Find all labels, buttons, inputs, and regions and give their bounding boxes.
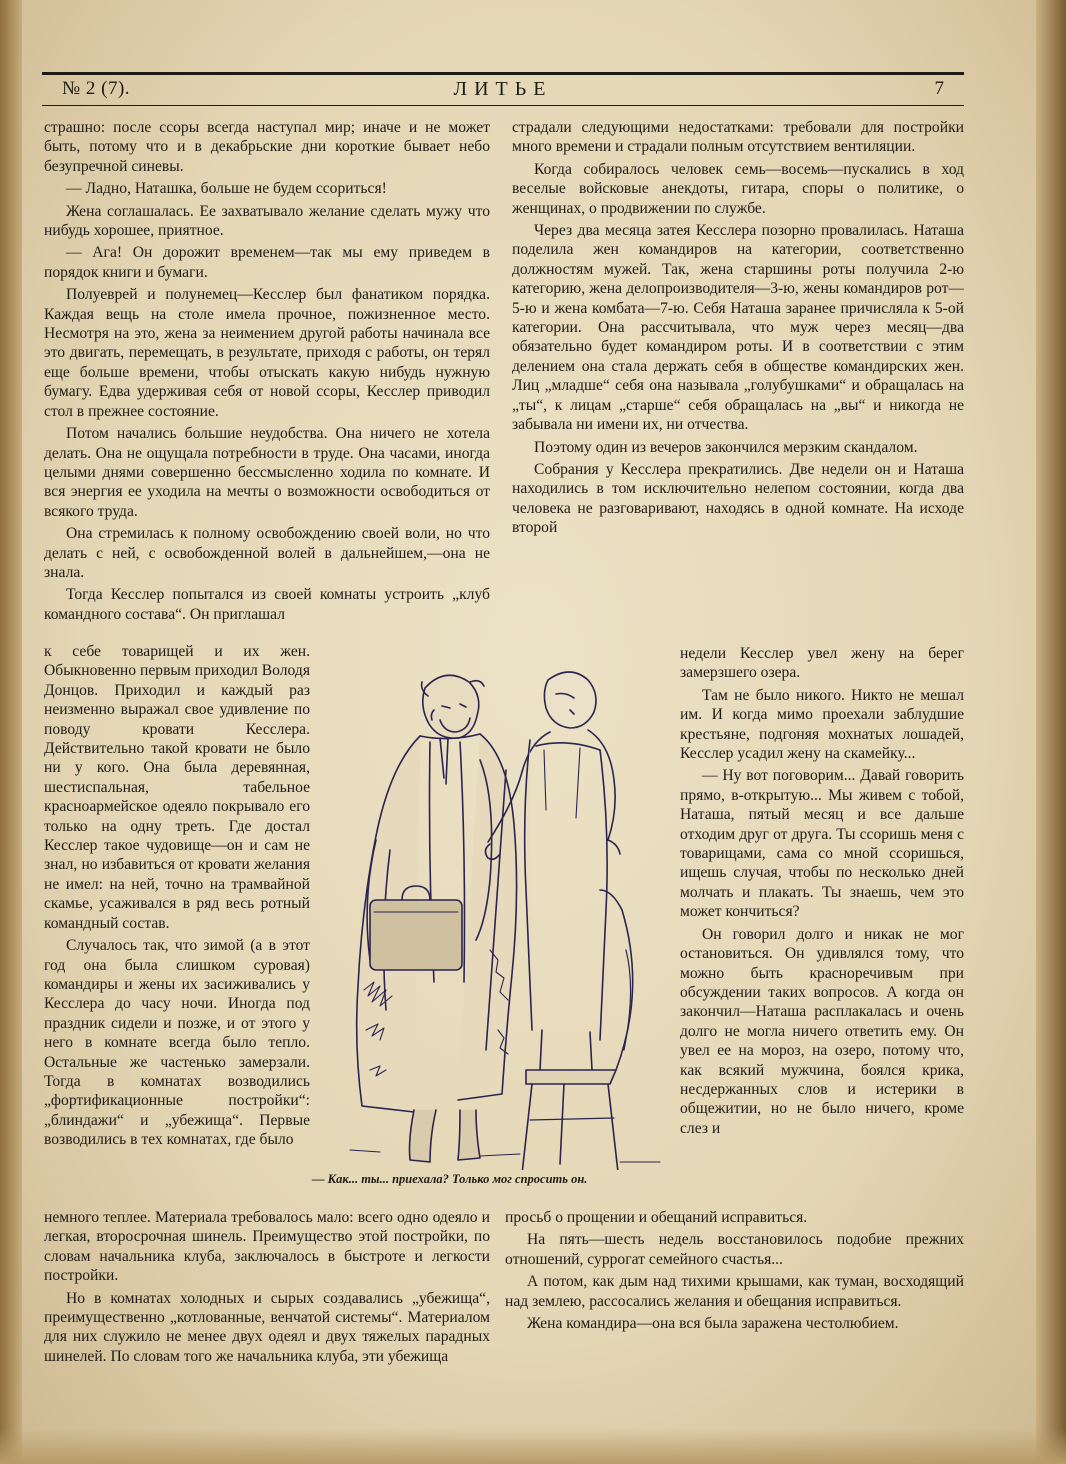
paragraph: Она стремилась к полному освобождению своей воли, но что делать с ней, с освобожденной волей в дальнейшем,—она не знала. [44, 525, 490, 581]
left-column-bottom [44, 1208, 490, 1369]
page-edge-bottom [0, 1428, 1066, 1464]
illustration-caption: — Как... ты... приехала? Только мог спросить он. [312, 1172, 588, 1186]
issue-number: № 2 (7). [62, 78, 131, 99]
paragraph: Он говорил долго и никак не мог остановиться. Он удивлялся тому, что можно быть красноречивым при обсуждении таких вопросов. А когда он закончил—Наташа расплакалась и очень долго не могла ничего ответить ему. Он увел ее на мороз, на озеро, потому что, как всякий мужчина, боялся крика, несдержанных слов и истерики в общежитии, но не было ничего, кроме слез и [680, 925, 964, 1137]
left-column-top [44, 118, 490, 624]
page-number: 7 [934, 78, 944, 99]
paragraph: На пять—шесть недель восстановилось подобие прежних отношений, суррогат семейного счастья... [505, 1231, 964, 1268]
page-edge-right [1036, 0, 1066, 1464]
left-column-narrow [44, 642, 310, 1153]
page-edge-left [0, 0, 22, 1464]
paragraph: Полуеврей и полунемец—Кесслер был фанатиком порядка. Каждая вещь на столе имела прочное, пожизненное место. Несмотря на это, жена за неимением другой работы начинала все это двигать, перемещать, в результате, приходя с работы, он терял еще больше времени, чтобы отыскать какую нибудь нужную бумагу. Едва удерживая себя от новой ссоры, Кесслер приводил стол в прежнее состояние. [44, 286, 490, 420]
paragraph: Но в комнатах холодных и сырых создавались „убежища“, преимущественно „котлованные, венчатой системы“. Материалом для них служило не менее двух одеял и двух тяжелых парадных шинелей. По словам того же начальника клуба, эти убежища [44, 1289, 490, 1365]
paragraph: Тогда Кесслер попытался из своей комнаты устроить „клуб командного состава“. Он приглашал [44, 586, 490, 623]
running-header [42, 72, 964, 106]
magazine-title: ЛИТЬЕ [453, 78, 553, 100]
paragraph: просьб о прощении и обещаний исправиться. [505, 1209, 808, 1226]
paragraph: к себе товарищей и их жен. Обыкновенно первым приходил Володя Донцов. Приходил и каждый раз неизменно выражал свое удивление по поводу кровати Кесслера. Действительно такой кровати не было ни у кого. Она была деревянная, шестиспальная, табельное красноармейское одеяло покрывало его только на одну треть. Где достал Кесслер такое чудовище—он и сам не знал, но избавиться от кровати желания не имел: на ней, точно на трамвайной скамье, усаживался в ряд весь ротный командный состав. [44, 643, 310, 932]
paragraph: Собрания у Кесслера прекратились. Две недели он и Наташа находились в том исключительно нелепом состоянии, когда два человека не разговаривают, находясь в одной комнате. На исходе второй [512, 460, 964, 537]
paragraph: Случалось так, что зимой (а в этот год она была слишком суровая) командиры и жены их засиживались у Кесслера до часу ночи. Иногда под праздник сидели и позже, и от этого у него в комнате всегда было тепло. Остальные же частенько замерзали. Тогда в комнатах возводились „фортификационные постройки“: „блиндажи“ и „убежища“. Первые возводились в тех комнатах, где было [44, 937, 310, 1149]
paragraph: Поэтому один из вечеров закончился мерзким скандалом. [534, 438, 918, 456]
paragraph: Там не было никого. Никто не мешал им. И когда мимо проехали заблудшие крестьяне, подгоняя мохнатых лошадей, Кесслер усадил жену на скамейку... [680, 686, 964, 763]
paragraph: Через два месяца затея Кесслера позорно провалилась. Наташа поделила жен командиров на категории, соответственно должностям мужей. Так, жена старшины роты получила 2-ю категорию, жена делопроизводителя—3-ю, жены командиров рот—5-ю и жена комбата—7-ю. Себя Наташа заранее причисляла к 5-ой категории. Она рассчитывала, что муж через месяц—два обязательно будет командиром роты. И в соответствии с этим делением она стала держать себя в обществе командирских жен. Лиц „младше“ себя она называла „голубушками“ и обращалась на „ты“, к лицам „старше“ себя обращалась на „вы“ и никогда не забывала ни имени их, ни отчества. [512, 222, 964, 434]
paragraph: немного теплее. Материала требовалось мало: всего одно одеяло и легкая, второсрочная шинель. Преимущество этой постройки, по словам начальника клуба, заключалось в быстроте и легкости постройки. [44, 1209, 490, 1285]
paragraph: А потом, как дым над тихими крышами, как туман, восходящий над землею, рассосались желания и обещания исправиться. [505, 1273, 964, 1310]
paragraph: Жена соглашалась. Ее захватывало желание сделать мужу что нибудь хорошее, приятное. [44, 202, 490, 240]
illustration-sketch [330, 650, 690, 1170]
right-column-top [512, 118, 964, 538]
paragraph: Потом начались большие неудобства. Она ничего не хотела делать. Она не ощущала потребности в труде. Она часами, иногда целыми днями совершенно бессмысленно ходила по комнате. И вся энергия ее уходила на мечты о возможности освободиться от всякого труда. [44, 425, 490, 520]
paragraph: Жена командира—она вся была заражена честолюбием. [527, 1315, 899, 1333]
paragraph: — Ага! Он дорожит временем—так мы ему приведем в порядок книги и бумаги. [44, 244, 490, 281]
paragraph: — Ладно, Наташка, больше не будем ссориться! [66, 180, 387, 198]
paragraph: — Ну вот поговорим... Давай говорить прямо, в-открытую... Мы живем с тобой, Наташа, пятый месяц и все дальше отходим друг от друга. Ты ссоришь меня с товарищами, сама со мной ссоришься, ищешь случая, чтобы по несколько дней молчать и плакать. Ты знаешь, чем это может кончиться? [680, 767, 964, 921]
paragraph: страшно: после ссоры всегда наступал мир; иначе и не может быть, потому что и в декабрьские дни короткие бывает небо безупречной синевы. [44, 119, 490, 175]
right-column-narrow [680, 644, 964, 1138]
paragraph: Когда собиралось человек семь—восемь—пускались в ход веселые войсковые анекдоты, гитара, споры о политике, о женщинах, о продвижении по службе. [512, 160, 964, 217]
paragraph: страдали следующими недостатками: требовали для постройки много времени и страдали полным отсутствием вентиляции. [512, 119, 964, 156]
right-column-bottom [505, 1208, 964, 1336]
paragraph: недели Кесслер увел жену на берег замерзшего озера. [680, 645, 964, 682]
